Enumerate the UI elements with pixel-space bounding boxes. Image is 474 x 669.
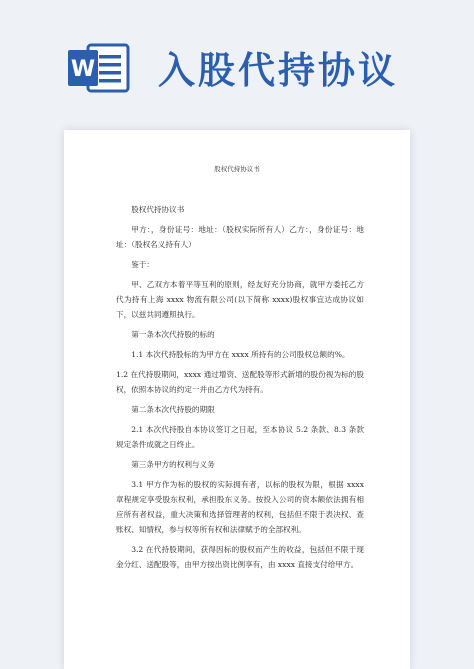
word-document-icon: [66, 42, 130, 94]
document-paragraph: 第一条本次代持股的标的: [131, 330, 215, 339]
document-paragraph: 股权代持协议书: [131, 205, 185, 214]
document-paragraph: 1.1 本次代持股标的为甲方在 xxxx 所持有的公司股权总额的%。: [131, 350, 350, 359]
document-body: [116, 202, 364, 577]
document-paragraph: 2.1 本次代持股自本协议签订之日起，至本协议 5.2 条款、8.3 条款规定条件成就之日终止。: [116, 425, 364, 449]
document-paragraph: 第三条甲方的权利与义务: [131, 460, 215, 469]
svg-text:W: W: [70, 57, 96, 82]
document-paragraph: 甲方：，身份证号：地址：（股权实际所有人）乙方：，身份证号：地址：（股权名义持有人）: [116, 225, 364, 249]
document-paragraph: 1.2 在代持股期间，xxxx 通过增资、送配股等形式新增的股份视为标的股权，依照本协议的约定一并由乙方代为持有。: [116, 370, 364, 394]
page-title: 入股代持协议: [158, 49, 398, 92]
document-paragraph: 3.1 甲方作为标的股权的实际拥有者，以标的股权为限，根据 xxxx 章程规定享受股东权利，承担股东义务。按投入公司的资本额依法拥有相应所有者权益，重大决策和选择管理者的权利，包括但不限于表决权、查账权、知情权，参与权等所有权和法律赋予的全部权利。: [116, 480, 364, 534]
document-paragraph: 3.2 在代持股期间，获得因标的股权而产生的收益，包括但不限于现金分红、送配股等，由甲方按出资比例享有，由 xxxx 直接支付给甲方。: [116, 545, 364, 569]
document-paragraph: 甲、乙双方本着平等互利的原则，经友好充分协商，就甲方委托乙方代为持有上海 xxxx 物流有限公司(以下简称 xxxx)股权事宜达成协议如下，以兹共同遵照执行。: [116, 280, 364, 319]
document-paragraph: 鉴于：: [131, 260, 154, 269]
document-page: [64, 130, 410, 669]
document-header: 股权代持协议书: [214, 165, 260, 173]
banner: [0, 0, 474, 110]
document-paragraph: 第二条本次代持股的期限: [131, 405, 215, 414]
